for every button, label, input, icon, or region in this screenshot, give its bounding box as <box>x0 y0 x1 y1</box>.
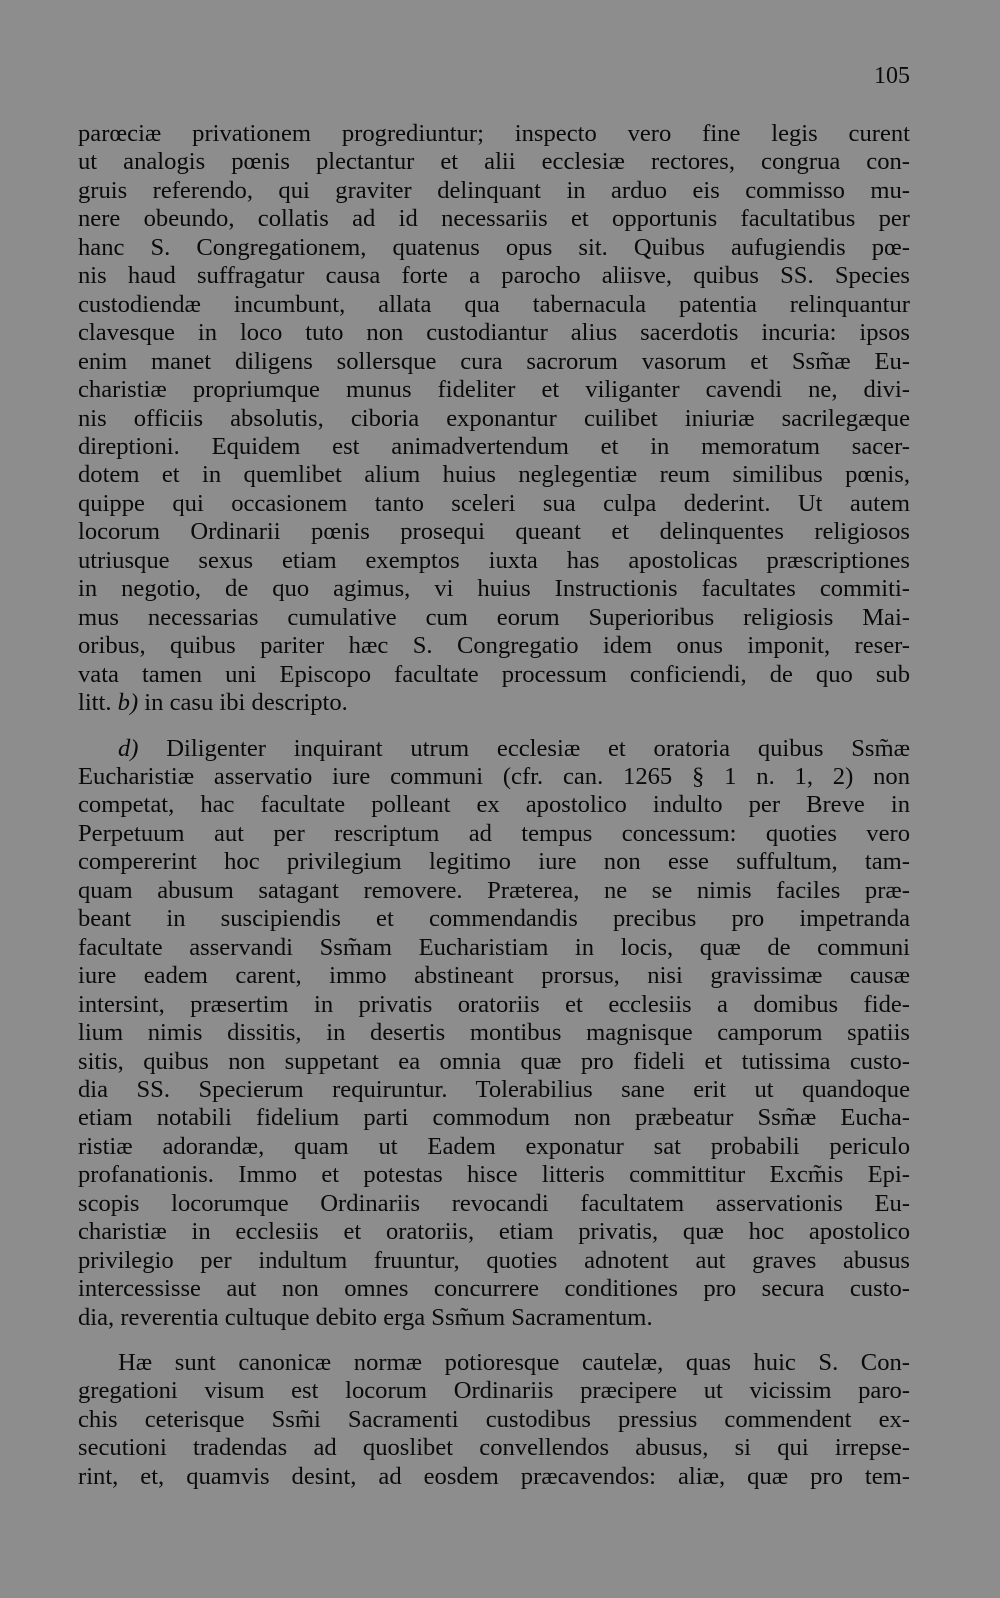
text-line <box>78 661 910 689</box>
text-line <box>78 991 910 1019</box>
text-run: iure eadem carent, immo abstineant prorsus, nisi gravissimæ causæ <box>78 962 910 990</box>
text-run: nis haud suffragatur causa forte a parocho aliisve, quibus SS. Species <box>78 262 910 290</box>
text-line <box>78 905 910 933</box>
text-run: locorum Ordinarii pœnis prosequi queant et delinquentes religiosos <box>78 518 910 546</box>
text-line <box>78 177 910 205</box>
text-line <box>78 1048 910 1076</box>
text-run: profanationis. Immo et potestas hisce litteris committitur Excm̃is Epi- <box>78 1161 910 1189</box>
text-line <box>78 1377 910 1405</box>
text-line <box>78 1161 910 1189</box>
text-run: Diligenter inquirant utrum ecclesiæ et oratoria quibus Ssm̃æ <box>138 734 910 762</box>
text-line <box>78 689 910 717</box>
text-run: facultate asservandi Ssm̃am Eucharistiam in locis, quæ de communi <box>78 933 910 961</box>
text-run: chis ceterisque Ssm̃i Sacramenti custodibus pressius commendent ex- <box>78 1405 910 1433</box>
text-line <box>78 291 910 319</box>
text-line <box>78 1304 910 1332</box>
text-run: dotem et in quemlibet alium huius neglegentiæ reum similibus pœnis, <box>78 461 910 489</box>
text-line <box>78 461 910 489</box>
text-line <box>78 120 910 148</box>
text-run: Perpetuum aut per rescriptum ad tempus concessum: quoties vero <box>78 819 910 847</box>
text-run: in casu ibi descripto. <box>138 689 348 717</box>
text-run: quippe qui occasionem tanto sceleri sua culpa dederint. Ut autem <box>78 489 910 517</box>
text-run: Hæ sunt canonicæ normæ potioresque cautelæ, quas huic S. Con- <box>118 1349 910 1377</box>
text-run: litt. <box>78 689 118 717</box>
text-line <box>78 763 910 791</box>
text-line <box>78 405 910 433</box>
text-line <box>78 1076 910 1104</box>
text-run: utriusque sexus etiam exemptos iuxta has apostolicas præscriptiones <box>78 546 910 574</box>
text-run: sitis, quibus non suppetant ea omnia quæ pro fideli et tutissima custo- <box>78 1047 910 1075</box>
text-line <box>78 877 910 905</box>
text-line <box>78 1275 910 1303</box>
text-run: vata tamen uni Episcopo facultate processum conficiendi, de quo sub <box>78 660 910 688</box>
text-run: mus necessarias cumulative cum eorum Superioribus religiosis Mai- <box>78 603 910 631</box>
text-line <box>78 547 910 575</box>
text-run: enim manet diligens sollersque cura sacrorum vasorum et Ssm̃æ Eu- <box>78 347 910 375</box>
text-line <box>78 791 910 819</box>
text-line <box>78 1218 910 1246</box>
text-run: compererint hoc privilegium legitimo iure non esse suffultum, tam- <box>78 848 910 876</box>
text-run: dia, reverentia cultuque debito erga Ssm̃um Sacramentum. <box>78 1303 653 1331</box>
text-line <box>78 1133 910 1161</box>
text-run: gregationi visum est locorum Ordinariis præcipere ut vicissim paro- <box>78 1377 910 1405</box>
text-run: parœciæ privationem progrediuntur; inspecto vero fine legis curent <box>78 120 910 147</box>
text-line <box>78 820 910 848</box>
text-line <box>78 205 910 233</box>
text-run: ut analogis pœnis plectantur et alii ecclesiæ rectores, congrua con- <box>78 148 910 176</box>
text-line <box>78 962 910 990</box>
text-line <box>78 319 910 347</box>
text-line <box>78 934 910 962</box>
text-run: gruis referendo, qui graviter delinquant in arduo eis commisso mu- <box>78 176 910 204</box>
text-run: custodiendæ incumbunt, allata qua tabernacula patentia relinquantur <box>78 290 910 318</box>
text-run: clavesque in loco tuto non custodiantur alius sacerdotis incuria: ipsos <box>78 319 910 347</box>
text-run: direptioni. Equidem est animadvertendum et in memoratum sacer- <box>78 432 910 460</box>
paragraph-3 <box>78 1349 910 1491</box>
text-run: nis officiis absolutis, ciboria exponantur cuilibet iniuriæ sacrilegæque <box>78 404 910 432</box>
italic-label: b) <box>117 689 139 717</box>
text-line <box>78 433 910 461</box>
text-run: beant in suscipiendis et commendandis precibus pro impetranda <box>78 905 910 933</box>
text-line <box>78 575 910 603</box>
paragraph-2 <box>78 735 910 1333</box>
text-run: charistiæ propriumque munus fideliter et viliganter cavendi ne, divi- <box>78 376 910 404</box>
paragraph-1 <box>78 120 910 718</box>
text-run: quam abusum satagant removere. Præterea, ne se nimis faciles præ- <box>78 876 910 904</box>
text-line <box>78 1434 910 1462</box>
text-line <box>78 234 910 262</box>
text-line <box>78 148 910 176</box>
text-line <box>78 1104 910 1132</box>
text-line <box>78 1463 910 1491</box>
text-line <box>78 848 910 876</box>
text-run: charistiæ in ecclesiis et oratoriis, etiam privatis, quæ hoc apostolico <box>78 1218 910 1246</box>
text-line <box>78 632 910 660</box>
text-run: secutioni tradendas ad quoslibet convellendos abusus, si qui irrepse- <box>78 1434 910 1462</box>
text-line <box>78 1247 910 1275</box>
text-line <box>78 490 910 518</box>
text-line <box>78 735 910 763</box>
text-line <box>78 1190 910 1218</box>
text-run: scopis locorumque Ordinariis revocandi facultatem asservationis Eu- <box>78 1189 910 1217</box>
text-line <box>78 348 910 376</box>
text-run: in negotio, de quo agimus, vi huius Instructionis facultates commiti- <box>78 575 910 603</box>
page-number: 105 <box>874 63 910 89</box>
text-run: nere obeundo, collatis ad id necessariis et opportunis facultatibus per <box>78 205 910 233</box>
text-run: Eucharistiæ asservatio iure communi (cfr. can. 1265 § 1 n. 1, 2) non <box>78 762 910 790</box>
text-run: oribus, quibus pariter hæc S. Congregatio idem onus imponit, reser- <box>78 632 910 660</box>
italic-label: d) <box>118 734 139 762</box>
text-run: ristiæ adorandæ, quam ut Eadem exponatur sat probabili periculo <box>78 1132 910 1160</box>
text-run: rint, et, quamvis desint, ad eosdem præcavendos: aliæ, quæ pro tem- <box>78 1462 910 1490</box>
text-line <box>78 1019 910 1047</box>
text-line <box>78 376 910 404</box>
text-run: etiam notabili fidelium parti commodum non præbeatur Ssm̃æ Eucha- <box>78 1104 910 1132</box>
text-run: intersint, præsertim in privatis oratoriis et ecclesiis a domibus fide- <box>78 990 910 1018</box>
text-run: hanc S. Congregationem, quatenus opus sit. Quibus aufugiendis pœ- <box>78 233 910 261</box>
text-line <box>78 518 910 546</box>
text-run: dia SS. Specierum requiruntur. Tolerabilius sane erit ut quandoque <box>78 1075 910 1103</box>
text-run: lium nimis dissitis, in desertis montibus magnisque camporum spatiis <box>78 1019 910 1047</box>
text-line <box>78 1349 910 1377</box>
text-run: privilegio per indultum fruuntur, quoties adnotent aut graves abusus <box>78 1246 910 1274</box>
text-line <box>78 1406 910 1434</box>
text-run: intercessisse aut non omnes concurrere conditiones pro secura custo- <box>78 1275 910 1303</box>
text-line <box>78 604 910 632</box>
text-line <box>78 262 910 290</box>
text-run: competat, hac facultate polleant ex apostolico indulto per Breve in <box>78 791 910 819</box>
